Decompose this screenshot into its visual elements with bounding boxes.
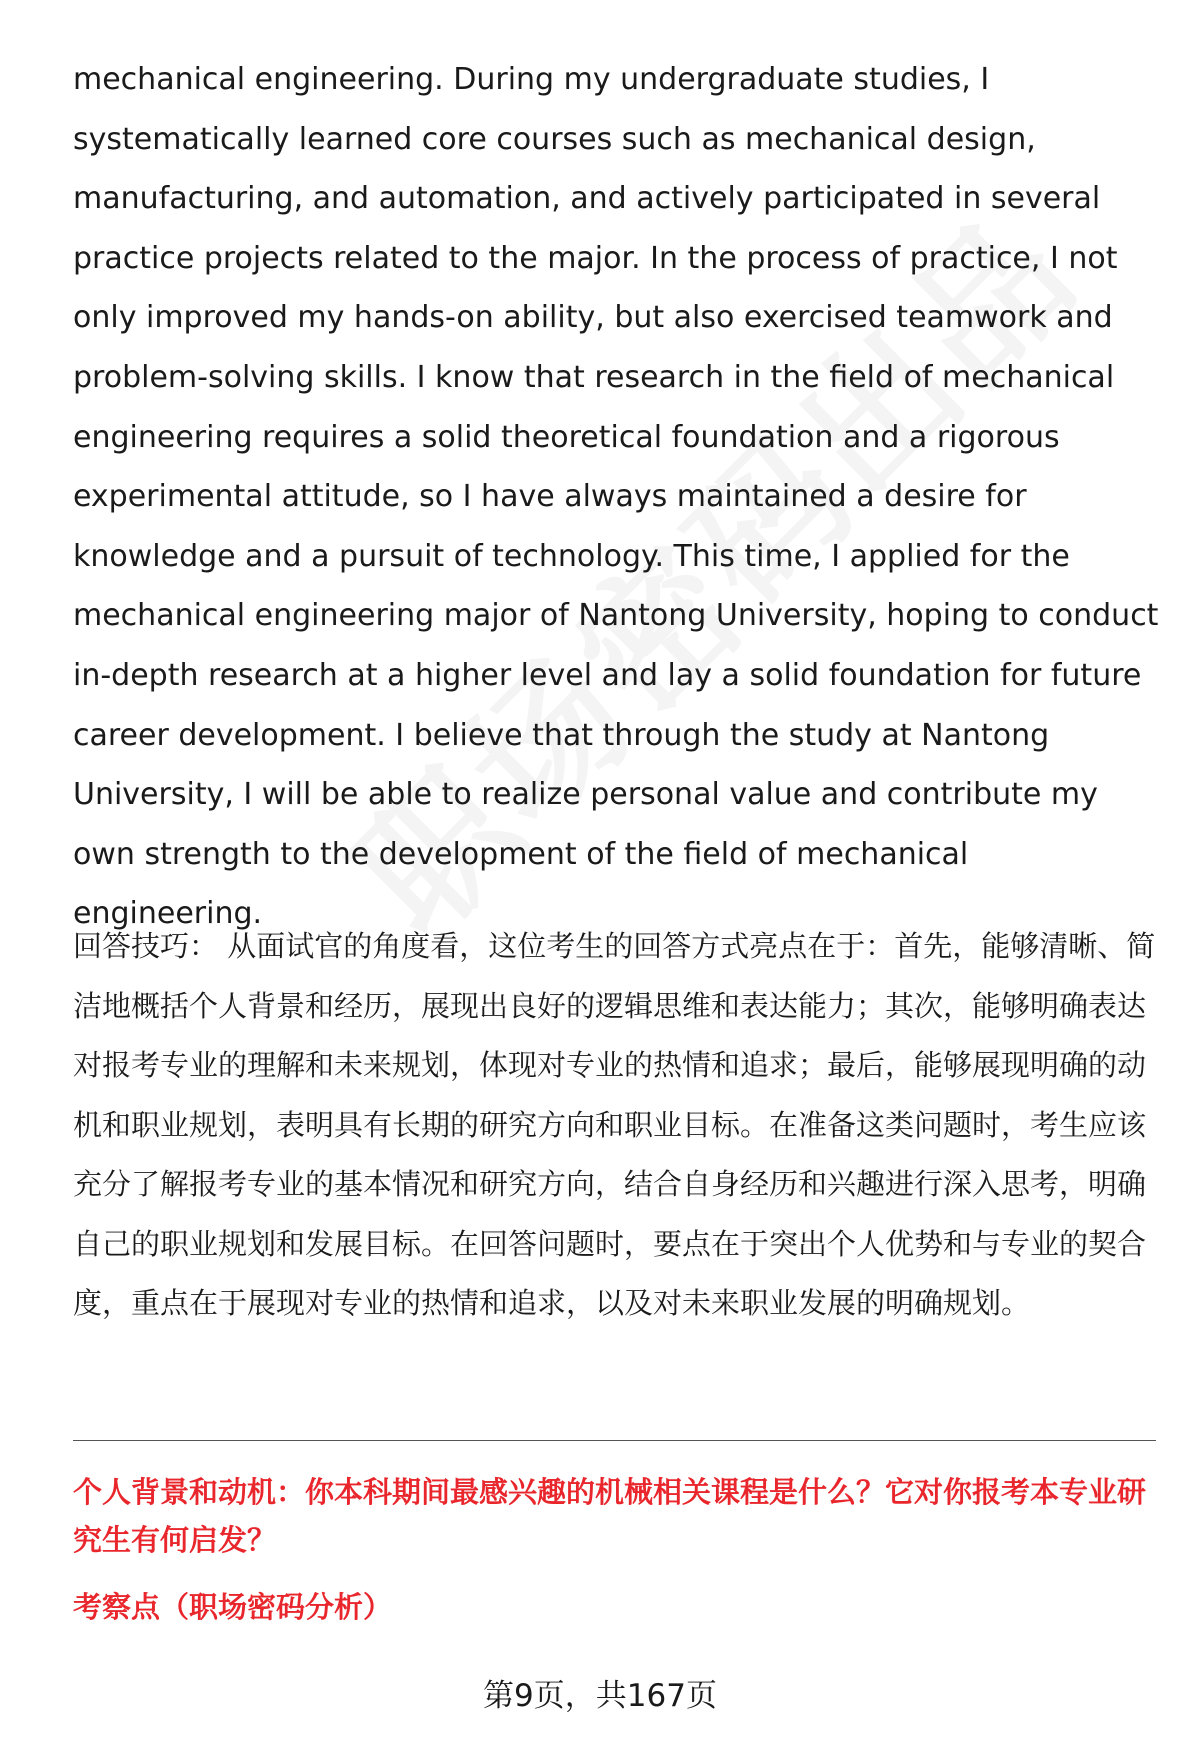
answer-paragraph: mechanical engineering. During my undergraduate studies, I systematically learned core courses such as mechanical design, manufacturing, and automation, and actively participated in several practice projects related to the major. In the process of practice, I not only improved my hands-on ability, but also exercised teamwork and problem-solving skills. I know that research in the field of mechanical engineering requires a solid theoretical foundation and a rigorous experimental attitude, so I have always maintained a desire for knowledge and a pursuit of technology. This time, I applied for the mechanical engineering major of Nantong University, hoping to conduct in-depth research at a higher level and lay a solid foundation for future career development. I believe that through the study at Nantong University, I will be able to realize personal value and contribute my own strength to the development of the field of mechanical engineering. xyxy=(73,62,1159,932)
answer-tips-paragraph: 回答技巧： 从面试官的角度看，这位考生的回答方式亮点在于：首先，能够清晰、简洁地概括个人背景和经历，展现出良好的逻辑思维和表达能力；其次，能够明确表达对报考专业的理解和未来规划，体现对专业的热情和追求；最后，能够展现明确的动机和职业规划，表明具有长期的研究方向和职业目标。在准备这类问题时，考生应该充分了解报考专业的基本情况和研究方向，结合自身经历和兴趣进行深入思考，明确自己的职业规划和发展目标。在回答问题时，要点在于突出个人优势和与专业的契合度，重点在于展现对专业的热情和追求，以及对未来职业发展的明确规划。 xyxy=(73,929,1156,1320)
question-heading: 个人背景和动机：你本科期间最感兴趣的机械相关课程是什么？它对你报考本专业研究生有何启发？ xyxy=(73,1475,1147,1557)
assessment-point-label: 考察点（职场密码分析） xyxy=(73,1590,393,1624)
page-number: 第9页，共167页 xyxy=(483,1678,717,1714)
section-divider xyxy=(73,1440,1156,1441)
